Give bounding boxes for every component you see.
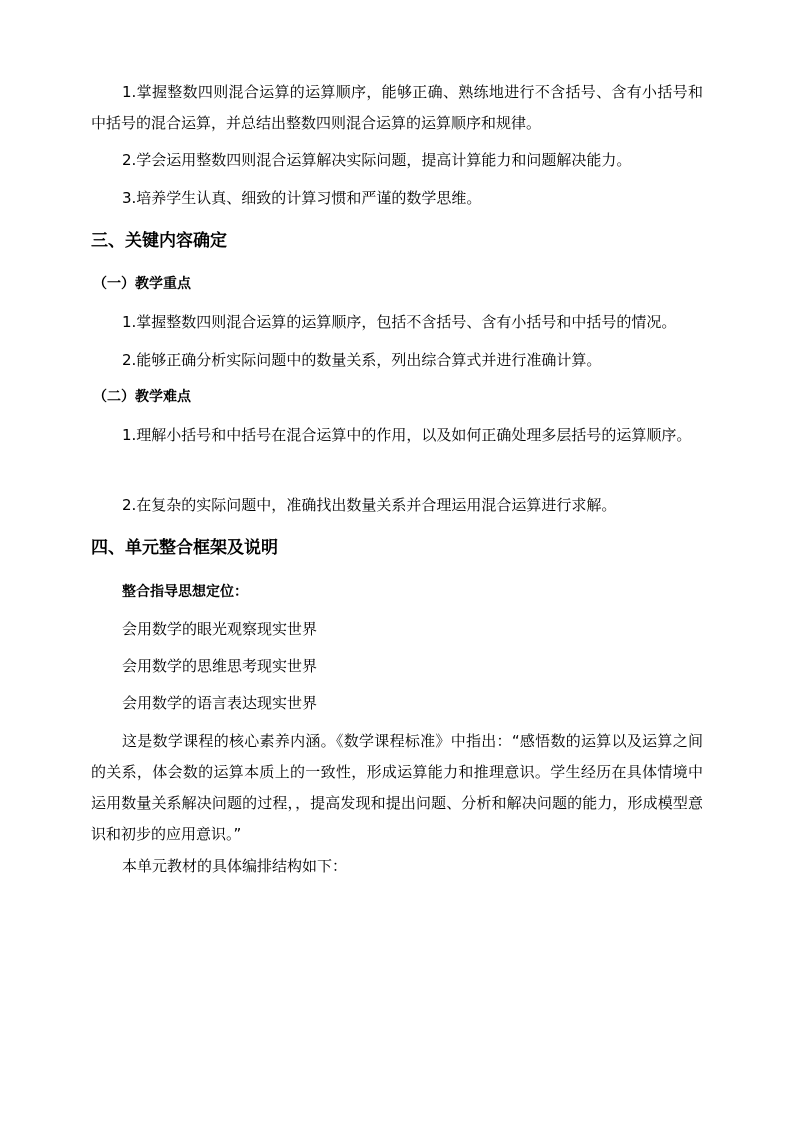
guide-line-2: 会用数学的思维思考现实世界 xyxy=(122,657,318,675)
key-point-item-2: 2.能够正确分析实际问题中的数量关系，列出综合算式并进行准确计算。 xyxy=(122,351,602,369)
core-literacy-paragraph: 这是数学课程的核心素养内涵。《数学课程标准》中指出：“感悟数的运算以及运算之间的关系，体会数的运算本质上的一致性，形成运算能力和推理意识。学生经历在具体情境中运用数量关系解决问题的过程，，提高发现和提出问题、分析和解决问题的能力，形成模型意识和初步的应用意识。” xyxy=(91,732,703,843)
difficulty-item-2: 2.在复杂的实际问题中，准确找出数量关系并合理运用混合运算进行求解。 xyxy=(122,496,617,514)
goal-item-1: 1.掌握整数四则混合运算的运算顺序，能够正确、熟练地进行不含括号、含有小括号和中括号的混合运算，并总结出整数四则混合运算的运算顺序和规律。 xyxy=(91,83,703,132)
difficulty-item-1: 1.理解小括号和中括号在混合运算中的作用，以及如何正确处理多层括号的运算顺序。 xyxy=(122,426,692,444)
goal-item-3: 3.培养学生认真、细致的计算习惯和严谨的数学思维。 xyxy=(122,189,482,207)
key-points-heading: （一）教学重点 xyxy=(93,276,191,292)
guide-line-3: 会用数学的语言表达现实世界 xyxy=(122,694,318,712)
goal-item-2: 2.学会运用整数四则混合运算解决实际问题，提高计算能力和问题解决能力。 xyxy=(122,151,632,169)
section-4-heading: 四、单元整合框架及说明 xyxy=(91,538,278,558)
key-point-item-1: 1.掌握整数四则混合运算的运算顺序，包括不含括号、含有小括号和中括号的情况。 xyxy=(122,313,677,331)
section-3-heading: 三、关键内容确定 xyxy=(91,231,227,251)
guide-title: 整合指导思想定位： xyxy=(122,584,248,600)
difficulties-heading: （二）教学难点 xyxy=(93,389,191,405)
structure-intro: 本单元教材的具体编排结构如下： xyxy=(122,857,348,875)
guide-line-1: 会用数学的眼光观察现实世界 xyxy=(122,620,318,638)
